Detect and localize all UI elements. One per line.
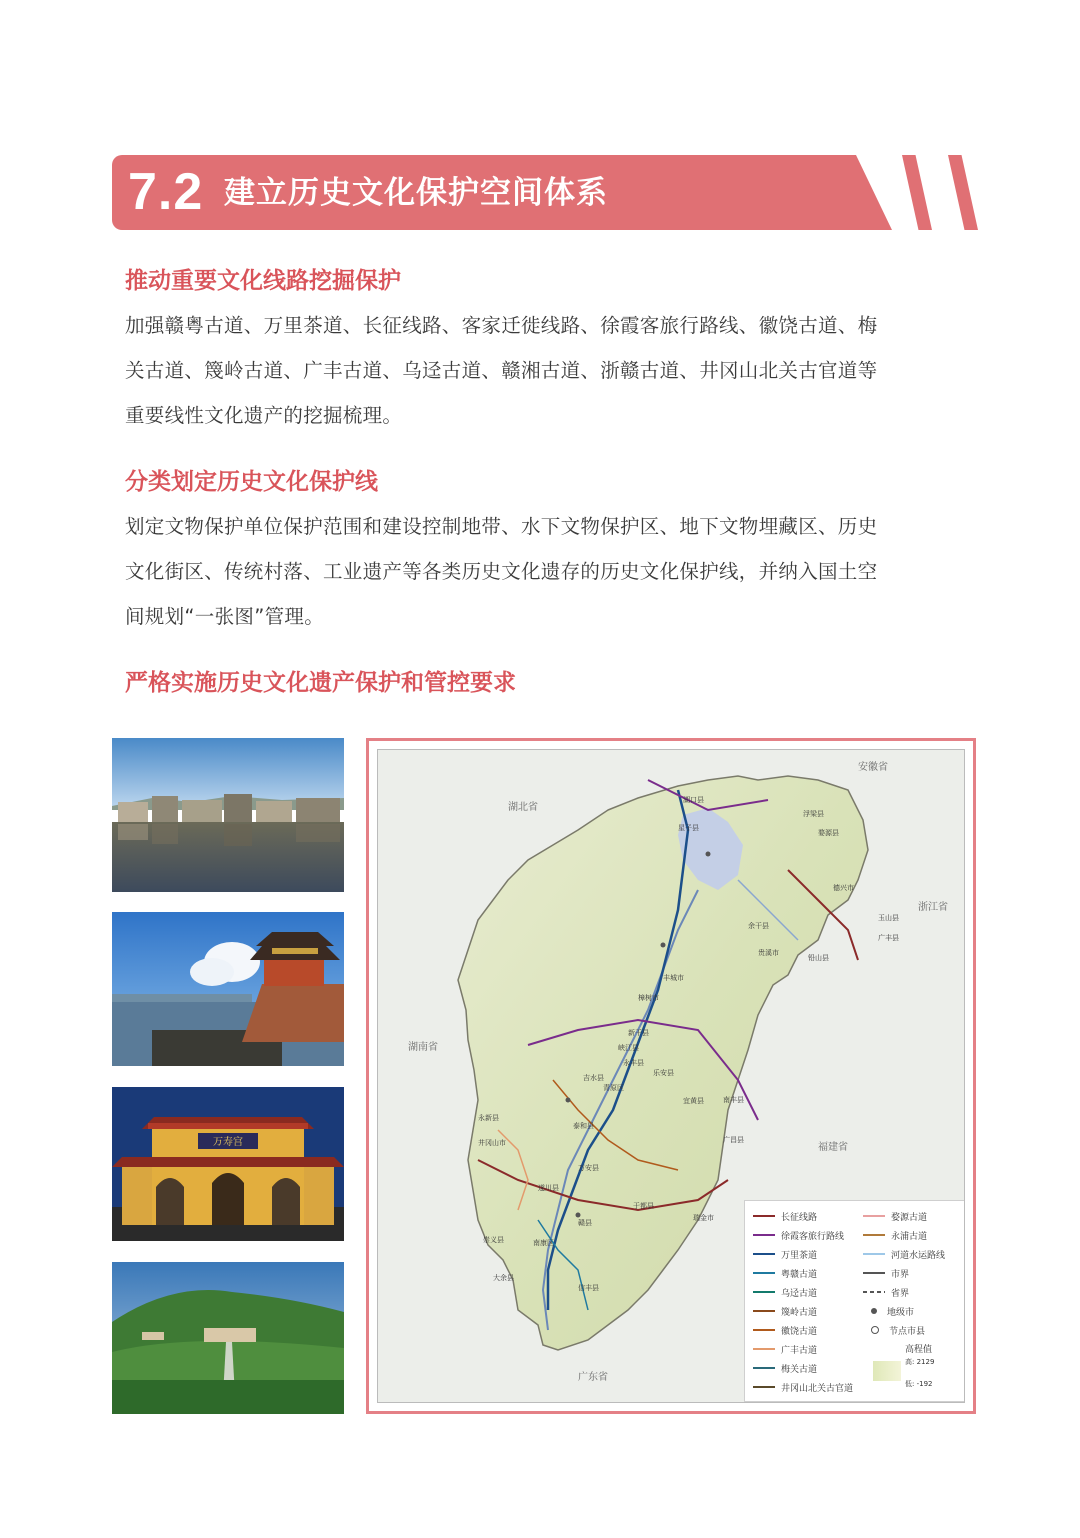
province-label: 福建省: [818, 1142, 848, 1153]
city-label: 广昌县: [723, 1136, 744, 1144]
city-label: 德兴市: [833, 884, 854, 892]
city-label: 吉水县: [583, 1074, 604, 1082]
legend-item: 井冈山北关古官道: [753, 1378, 853, 1396]
province-label: 湖南省: [408, 1042, 438, 1053]
city-label: 泰和县: [573, 1122, 594, 1130]
subheading-cultural-routes: 推动重要文化线路挖掘保护: [125, 268, 401, 294]
city-label: 遂川县: [538, 1184, 559, 1192]
city-label: 新干县: [628, 1029, 649, 1037]
jiangxi-cultural-routes-map: [366, 738, 976, 1414]
city-label: 于都县: [633, 1202, 654, 1210]
province-label: 安徽省: [858, 762, 888, 773]
legend-item: 粤赣古道: [753, 1264, 817, 1282]
photo-lakeside-village: [112, 738, 344, 892]
province-label: 广东省: [578, 1372, 608, 1383]
city-label: 永丰县: [623, 1059, 644, 1067]
paragraph-line: 重要线性文化遗产的挖掘梳理。: [125, 404, 403, 427]
city-label: 浮梁县: [803, 810, 824, 818]
province-label: 湖北省: [508, 802, 538, 813]
city-label: 星子县: [678, 824, 699, 832]
city-label: 贵溪市: [758, 949, 779, 957]
city-dot: [576, 1213, 581, 1218]
city-dot: [661, 943, 666, 948]
legend-item: 篾岭古道: [753, 1302, 817, 1320]
city-label: 永新县: [478, 1114, 499, 1122]
paragraph-line: 间规划“一张图”管理。: [125, 605, 325, 628]
legend-item: 市界: [863, 1264, 909, 1282]
city-label: 南丰县: [723, 1096, 744, 1104]
legend-item: 节点市县: [863, 1321, 925, 1339]
photo-riverside-tower: [112, 912, 344, 1066]
legend-item: 广丰古道: [753, 1340, 817, 1358]
paragraph-line: 关古道、篾岭古道、广丰古道、乌迳古道、赣湘古道、浙赣古道、井冈山北关古官道等: [125, 359, 878, 382]
province-label: 浙江省: [918, 902, 948, 913]
map-legend: [744, 1200, 965, 1402]
legend-item: 河道水运路线: [863, 1245, 945, 1263]
section-banner: [112, 155, 978, 230]
banner-background-tail: [832, 155, 892, 230]
legend-item: 乌迳古道: [753, 1283, 817, 1301]
banner-stripe: [902, 155, 932, 230]
legend-item: 徽饶古道: [753, 1321, 817, 1339]
city-label: 信丰县: [578, 1284, 599, 1292]
paragraph-line: 划定文物保护单位保护范围和建设控制地带、水下文物保护区、地下文物埋藏区、历史: [125, 515, 878, 538]
city-label: 峡江县: [618, 1044, 639, 1052]
city-label: 青原区: [603, 1084, 624, 1092]
city-label: 宜黄县: [683, 1097, 704, 1105]
city-label: 万安县: [578, 1164, 599, 1172]
legend-elevation-gradient: [873, 1361, 901, 1381]
city-label: 铅山县: [808, 954, 829, 962]
legend-item: 永浦古道: [863, 1226, 927, 1244]
paragraph-line: 文化街区、传统村落、工业遗产等各类历史文化遗存的历史文化保护线，并纳入国土空: [125, 560, 878, 583]
legend-elevation-title: 高程值: [905, 1344, 933, 1355]
city-label: 瑞金市: [693, 1214, 714, 1222]
section-title: 建立历史文化保护空间体系: [224, 175, 608, 211]
city-dot: [706, 852, 711, 857]
city-label: 湖口县: [683, 796, 704, 804]
legend-item: 婺源古道: [863, 1207, 927, 1225]
city-dot: [566, 1098, 571, 1103]
city-label: 婺源县: [818, 829, 839, 837]
city-label: 井冈山市: [478, 1139, 506, 1147]
city-label: 丰城市: [663, 974, 684, 982]
city-label: 南康区: [533, 1239, 554, 1247]
banner-stripe: [948, 155, 978, 230]
map-canvas: [377, 749, 965, 1403]
legend-item: 地级市: [863, 1302, 914, 1320]
city-label: 乐安县: [653, 1069, 674, 1077]
temple-plaque: 万寿宫: [213, 1137, 243, 1148]
legend-item: 梅关古道: [753, 1359, 817, 1377]
paragraph-line: 加强赣粤古道、万里茶道、长征线路、客家迁徙线路、徐霞客旅行路线、徽饶古道、梅: [125, 314, 878, 337]
photo-temple-gate: [112, 1087, 344, 1241]
city-label: 余干县: [748, 922, 769, 930]
city-label: 崇义县: [483, 1236, 504, 1244]
legend-elevation-high: 高: 2129: [905, 1358, 935, 1366]
legend-elevation-low: 低: -192: [905, 1380, 933, 1388]
legend-item: 徐霞客旅行路线: [753, 1226, 844, 1244]
subheading-control-requirements: 严格实施历史文化遗产保护和管控要求: [125, 670, 516, 696]
paragraph-cultural-routes: [125, 303, 959, 438]
city-label: 广丰县: [878, 934, 899, 942]
legend-item: 万里茶道: [753, 1245, 817, 1263]
legend-item: 长征线路: [753, 1207, 817, 1225]
city-label: 赣县: [578, 1219, 592, 1227]
subheading-protection-lines: 分类划定历史文化保护线: [125, 469, 378, 495]
paragraph-protection-lines: [125, 504, 959, 639]
city-label: 玉山县: [878, 914, 899, 922]
city-label: 樟树市: [638, 994, 659, 1002]
legend-item: 省界: [863, 1283, 909, 1301]
section-number: 7.2: [128, 163, 204, 221]
city-label: 大余县: [493, 1274, 514, 1282]
photo-mountain-memorial: [112, 1262, 344, 1416]
